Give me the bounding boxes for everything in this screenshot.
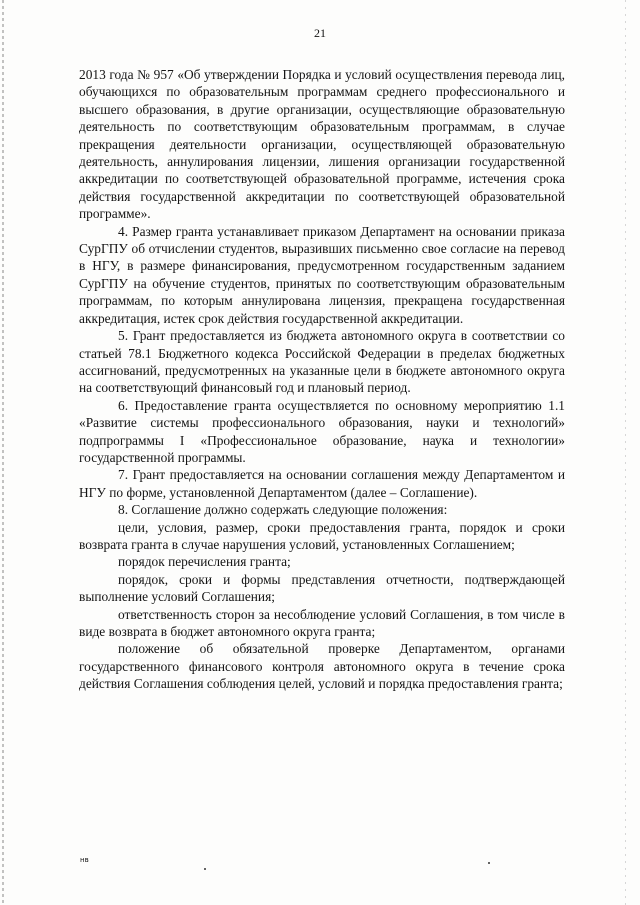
agreement-clause-liability: ответственность сторон за несоблюдение условий Соглашения, в том числе в виде возврата в бюджет автономного округа гранта; xyxy=(79,606,565,639)
paragraph-item-8: 8. Соглашение должно содержать следующие положения: xyxy=(118,502,448,518)
scan-right-edge xyxy=(625,0,626,905)
agreement-clause-transfer: порядок перечисления гранта; xyxy=(118,554,291,570)
paragraph-continuation: 2013 года № 957 «Об утверждении Порядка и условий осуществления перевода лиц, обучающихся по образовательным программам среднего профессионального и высшего образования, в другие организации, осуществляющие образовательную деятельность по соответствующим образовательным программам, в случае прекращения деятельности организации, осуществляющей образовательную деятельность, аннулирования лицензии, лишения организации государственной аккредитации по соответствующей образовательной программе, истечения срока действия государственной аккредитации по соответствующей образовательной программе». xyxy=(79,67,565,222)
agreement-clause-goals: цели, условия, размер, сроки предоставления гранта, порядок и сроки возврата гранта в случае нарушения условий, установленных Соглашением; xyxy=(79,519,565,552)
scan-left-edge xyxy=(2,0,4,905)
footer-initials: нв xyxy=(80,856,89,864)
body-text xyxy=(79,66,565,693)
paragraph-item-7: 7. Грант предоставляется на основании соглашения между Департаментом и НГУ по форме, установленной Департаментом (далее – Соглашение). xyxy=(79,467,565,500)
paragraph-item-5: 5. Грант предоставляется из бюджета автономного округа в соответствии со статьей 78.1 Бюджетного кодекса Российской Федерации в пределах бюджетных ассигнований, предусмотренных на указанные цели в бюджете автономного округа на соответствующий финансовый год и плановый период. xyxy=(79,328,565,396)
scan-speck xyxy=(204,868,206,870)
paragraph-item-6: 6. Предоставление гранта осуществляется по основному мероприятию 1.1 «Развитие системы профессионального образования, науки и технологий» подпрограммы I «Профессиональное образование, наука и технологии» государственной программы. xyxy=(79,397,565,465)
page-number: 21 xyxy=(314,26,326,40)
scan-speck xyxy=(488,862,490,864)
agreement-clause-reporting: порядок, сроки и формы представления отчетности, подтверждающей выполнение условий Соглашения; xyxy=(79,571,565,605)
paragraph-item-4: 4. Размер гранта устанавливает приказом Департамент на основании приказа СурГПУ об отчислении студентов, выразивших письменно свое согласие на перевод в НГУ, в размере финансирования, предусмотренном государственным заданием СурГПУ на обучение студентов, принятых по соответствующим образовательным программам, по которым аннулирована лицензия, прекращена государственная аккредитация, истек срок действия государственной аккредитации. xyxy=(79,223,565,326)
agreement-clause-inspection: положение об обязательной проверке Департаментом, органами государственного финансового контроля автономного округа в течение срока действия Соглашения соблюдения целей, условий и порядка предоставления гранта; xyxy=(79,641,565,692)
